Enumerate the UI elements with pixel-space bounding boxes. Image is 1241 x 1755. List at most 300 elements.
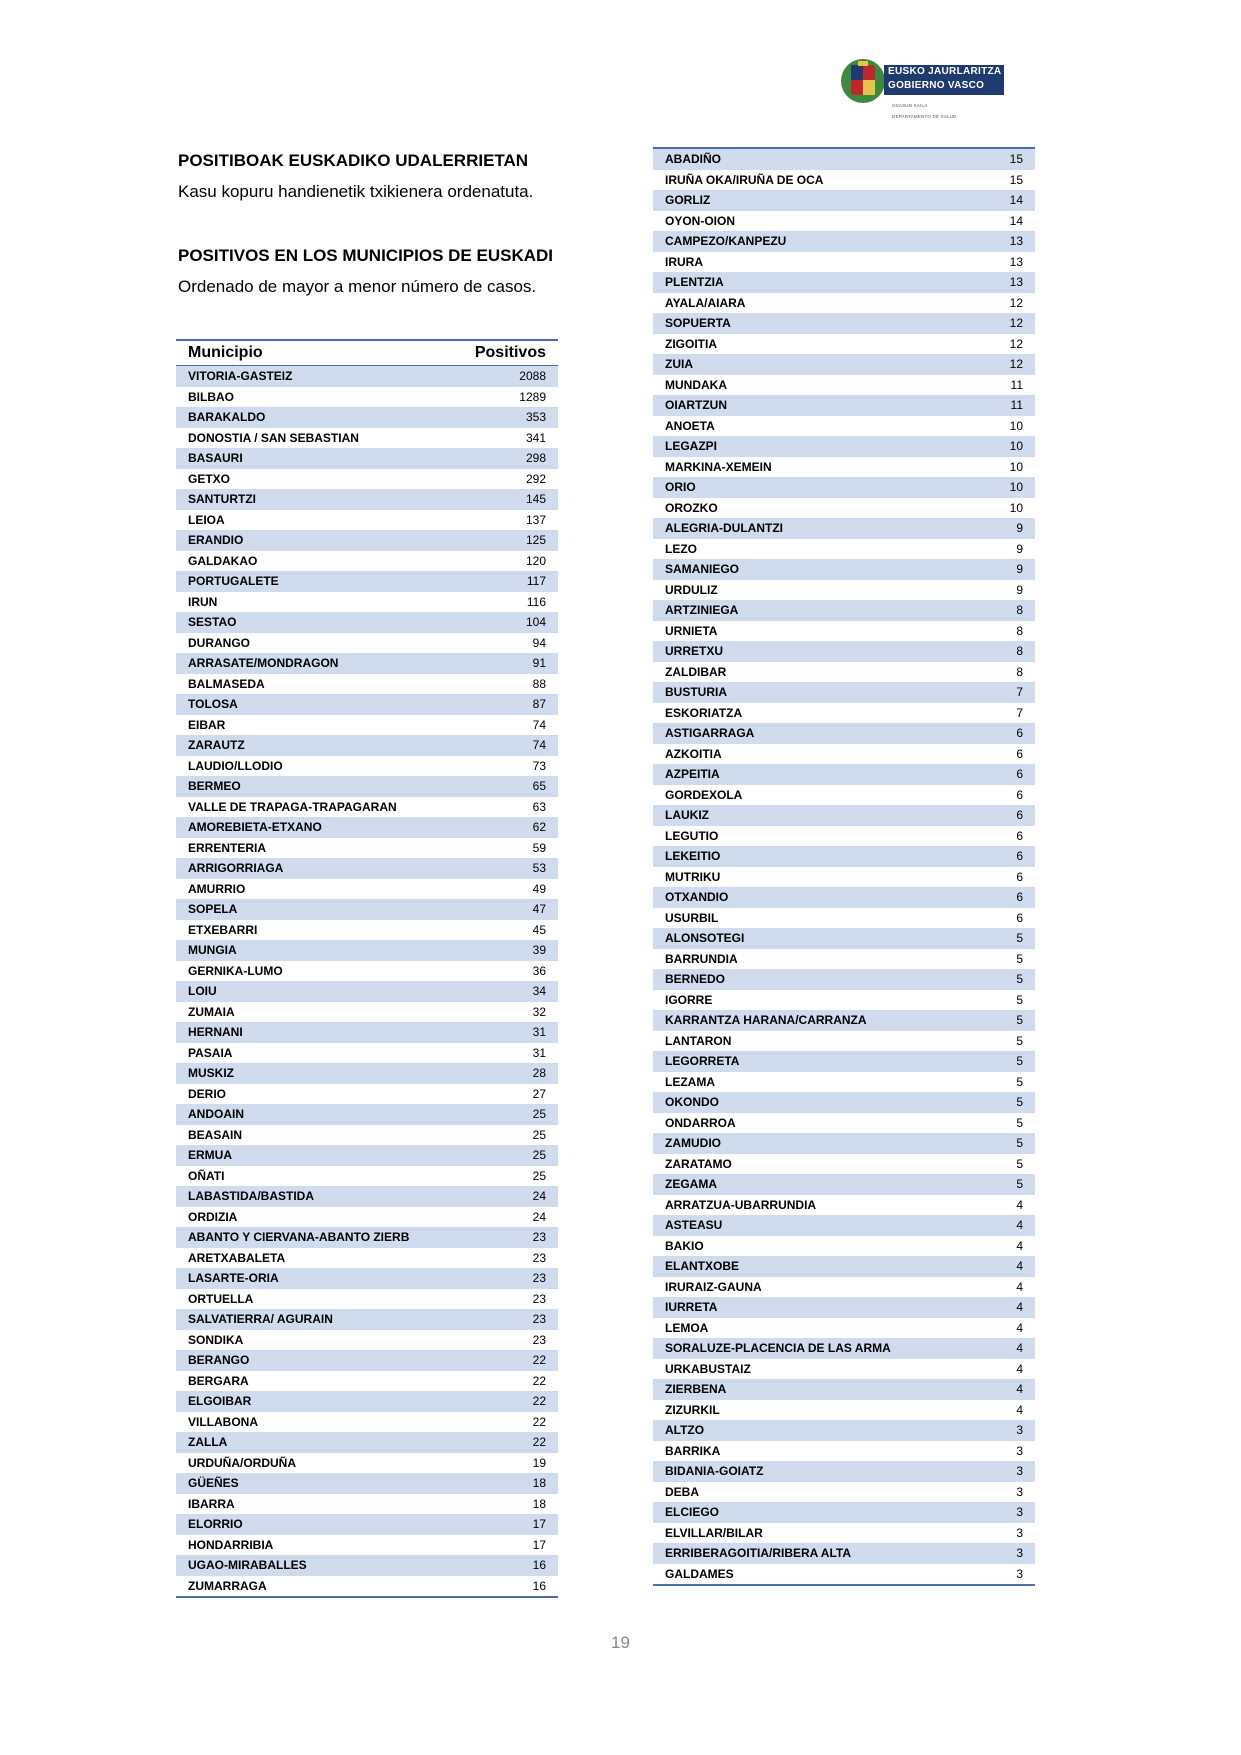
municipio-name: OYON-OION [665,213,736,228]
table-row [176,530,558,551]
positivos-count: 25 [532,1127,546,1142]
table-row [176,653,558,674]
table-row [176,961,558,982]
table-row [176,1063,558,1084]
table-row [176,899,558,920]
municipio-name: OKONDO [653,1092,975,1113]
positivos-count: 36 [532,963,546,978]
positivos-count: 11 [975,395,1035,416]
es-title: POSITIVOS EN LOS MUNICIPIOS DE EUSKADI [178,246,553,265]
municipio-name: SALVATIERRA/ AGURAIN [176,1309,458,1330]
table-row [653,682,1035,703]
positivos-count: 22 [458,1432,558,1453]
municipio-name: SOPUERTA [653,313,975,334]
gobierno-vasco-logo [838,56,1008,126]
positivos-count: 32 [532,1004,546,1019]
positivos-count: 23 [532,1332,546,1347]
positivos-count: 22 [532,1373,546,1388]
municipio-name: OIARTZUN [653,395,975,416]
positivos-count: 6 [975,764,1035,785]
municipio-name: LEIOA [188,512,225,527]
positivos-count: 3 [975,1502,1035,1523]
municipio-name: SORALUZE-PLACENCIA DE LAS ARMA [653,1338,975,1359]
table-row [176,858,558,879]
logo-line-1: EUSKO JAURLARITZA [888,66,1002,77]
table-row [653,436,1035,457]
municipio-name: ORIO [653,477,975,498]
municipio-name: ZIERBENA [653,1379,975,1400]
municipio-name: BILBAO [188,389,234,404]
table-row [176,1084,558,1105]
table-row [176,940,558,961]
municipio-name: LABASTIDA/BASTIDA [176,1186,458,1207]
municipio-name: GETXO [188,471,231,486]
logo-sub-2: DEPARTAMENTO DE SALUD [892,114,957,119]
positivos-count: 5 [1016,951,1023,966]
eu-title: POSITIBOAK EUSKADIKO UDALERRIETAN [178,151,529,170]
table-row [653,744,1035,765]
table-row [176,838,558,859]
municipio-name: VALLE DE TRAPAGA-TRAPAGARAN [188,799,397,814]
positivos-count: 65 [458,776,558,797]
municipio-name: BUSTURIA [653,682,975,703]
table-row [176,920,558,941]
positivos-count: 28 [458,1063,558,1084]
table-row [653,580,1035,601]
municipio-name: LEGUTIO [665,828,719,843]
municipio-name: SONDIKA [188,1332,244,1347]
municipio-name: ZUMARRAGA [188,1578,267,1593]
positivos-count: 49 [532,881,546,896]
positivos-count: 73 [532,758,546,773]
positivos-count: 22 [532,1414,546,1429]
municipio-name: IRURA [665,254,703,269]
municipio-name: ERANDIO [176,530,458,551]
positivos-count: 24 [458,1186,558,1207]
municipio-name: DONOSTIA / SAN SEBASTIAN [188,430,359,445]
positivos-count: 6 [1016,787,1023,802]
municipio-name: URDULIZ [665,582,718,597]
municipio-name: VILLABONA [188,1414,258,1429]
municipio-name: OROZKO [665,500,718,515]
table-row [653,662,1035,683]
municipio-name: BERNEDO [653,969,975,990]
table-row [176,1125,558,1146]
municipio-name: OÑATI [188,1168,225,1183]
table-row [653,231,1035,252]
municipio-name: LOIU [176,981,458,1002]
positivos-count: 4 [1016,1402,1023,1417]
positivos-count: 13 [1009,254,1023,269]
municipio-name: GORDEXOLA [665,787,743,802]
municipio-name: TOLOSA [176,694,458,715]
positivos-count: 27 [532,1086,546,1101]
table-row [176,1022,558,1043]
municipio-name: AMURRIO [188,881,246,896]
positivos-count: 91 [458,653,558,674]
positivos-count: 19 [532,1455,546,1470]
municipio-name: ABADIÑO [653,148,975,170]
table-row [176,407,558,428]
municipio-name: LASARTE-ORIA [176,1268,458,1289]
positivos-count: 9 [1016,541,1023,556]
positivos-count: 5 [975,1010,1035,1031]
table-row [653,887,1035,908]
positivos-count: 13 [975,231,1035,252]
table-row [176,1494,558,1515]
municipio-name: DERIO [188,1086,227,1101]
table-row [176,1453,558,1474]
positivos-count: 16 [532,1578,546,1593]
positivos-count: 3 [975,1420,1035,1441]
municipio-name: IRURAIZ-GAUNA [665,1279,762,1294]
municipio-name: BERANGO [176,1350,458,1371]
positivos-count: 39 [458,940,558,961]
municipio-name: ERRENTERIA [188,840,267,855]
table-row [176,797,558,818]
municipio-name: SANTURTZI [176,489,458,510]
municipio-name: BERGARA [188,1373,249,1388]
positivos-count: 3 [1016,1484,1023,1499]
table-row [176,715,558,736]
table-row [176,1145,558,1166]
table-row [176,981,558,1002]
municipio-name: GORLIZ [653,190,975,211]
table-row [653,867,1035,888]
municipio-name: BERMEO [176,776,458,797]
positivos-count: 9 [975,518,1035,539]
positivos-count: 74 [532,717,546,732]
municipio-name: URRETXU [653,641,975,662]
municipio-name: ZAMUDIO [653,1133,975,1154]
table-row [176,1391,558,1412]
table-row [653,1338,1035,1359]
positivos-count: 6 [1016,828,1023,843]
positivos-count: 45 [532,922,546,937]
municipalities-table-right [653,147,1035,1586]
municipio-name: ANOETA [665,418,715,433]
positivos-count: 23 [532,1291,546,1306]
positivos-count: 353 [458,407,558,428]
positivos-count: 53 [458,858,558,879]
table-row [653,949,1035,970]
municipio-name: LAUKIZ [653,805,975,826]
municipio-name: ASTEASU [653,1215,975,1236]
table-row [653,252,1035,273]
municipio-name: BAKIO [665,1238,704,1253]
table-row [653,559,1035,580]
table-row [176,1309,558,1330]
municipio-name: GALDAKAO [188,553,258,568]
table-row [176,1043,558,1064]
municipio-name: ABANTO Y CIERVANA-ABANTO ZIERB [176,1227,458,1248]
municipio-name: ERRIBERAGOITIA/RIBERA ALTA [653,1543,975,1564]
municipio-name: BEASAIN [188,1127,243,1142]
table-row [653,1318,1035,1339]
positivos-count: 5 [975,1133,1035,1154]
positivos-count: 24 [532,1209,546,1224]
table-row [176,776,558,797]
municipio-name: ALTZO [653,1420,975,1441]
municipio-name: BALMASEDA [188,676,265,691]
municipio-name: GÜEÑES [176,1473,458,1494]
positivos-count: 10 [975,436,1035,457]
positivos-count: 125 [458,530,558,551]
municipio-name: AYALA/AIARA [665,295,746,310]
positivos-count: 17 [532,1537,546,1552]
positivos-count: 12 [1009,295,1023,310]
municipio-name: ALONSOTEGI [653,928,975,949]
positivos-count: 3 [975,1543,1035,1564]
table-row [653,1461,1035,1482]
table-row [176,551,558,572]
positivos-count: 4 [1016,1279,1023,1294]
table-row [176,387,558,408]
table-row [176,1535,558,1556]
table-row [176,674,558,695]
table-row [176,756,558,777]
table-row [653,416,1035,437]
positivos-count: 5 [1016,1156,1023,1171]
table-row [653,1441,1035,1462]
positivos-count: 12 [975,354,1035,375]
municipio-name: URNIETA [665,623,718,638]
table-row [653,1359,1035,1380]
table-row [653,908,1035,929]
table-row [176,1207,558,1228]
table-row [176,817,558,838]
table-body-right [653,148,1035,1585]
positivos-count: 4 [1016,1320,1023,1335]
municipio-name: BARRUNDIA [665,951,738,966]
positivos-count: 6 [975,805,1035,826]
positivos-count: 5 [975,1174,1035,1195]
positivos-count: 14 [1009,213,1023,228]
positivos-count: 3 [1016,1443,1023,1458]
municipio-name: BASAURI [176,448,458,469]
municipio-name: ZIGOITIA [665,336,717,351]
table-row [653,1113,1035,1134]
positivos-count: 5 [1016,1074,1023,1089]
positivos-count: 59 [532,840,546,855]
positivos-count: 8 [1016,623,1023,638]
positivos-count: 292 [525,471,546,486]
table-row [653,375,1035,396]
positivos-count: 3 [1016,1566,1023,1581]
table-row [176,1576,558,1598]
municipio-name: ELCIEGO [653,1502,975,1523]
positivos-count: 25 [458,1145,558,1166]
positivos-count: 1289 [519,389,546,404]
municipio-name: EIBAR [188,717,226,732]
positivos-count: 137 [525,512,546,527]
municipio-name: PLENTZIA [653,272,975,293]
table-row [176,612,558,633]
municipio-name: LAUDIO/LLODIO [188,758,283,773]
positivos-count: 298 [458,448,558,469]
table-row [653,1256,1035,1277]
table-row [176,1166,558,1187]
municipio-name: ARRASATE/MONDRAGON [176,653,458,674]
municipio-name: ELORRIO [176,1514,458,1535]
positivos-count: 116 [526,594,546,609]
table-row [176,1412,558,1433]
table-row [653,1543,1035,1564]
positivos-count: 4 [1016,1361,1023,1376]
positivos-count: 88 [532,676,546,691]
positivos-count: 12 [1009,336,1023,351]
municipio-name: ALEGRIA-DULANTZI [653,518,975,539]
municipio-name: ARTZINIEGA [653,600,975,621]
municipio-name: ERMUA [176,1145,458,1166]
table-row [653,313,1035,334]
municipio-name: ZUIA [653,354,975,375]
positivos-count: 6 [975,846,1035,867]
table-row [653,621,1035,642]
municipio-name: SESTAO [176,612,458,633]
positivos-count: 94 [532,635,546,650]
municipio-name: IURRETA [653,1297,975,1318]
table-row [176,879,558,900]
municipio-name: ZALLA [176,1432,458,1453]
municipio-name: ZIZURKIL [665,1402,720,1417]
municipio-name: LEZAMA [665,1074,715,1089]
table-row [653,539,1035,560]
positivos-count: 34 [458,981,558,1002]
positivos-count: 9 [1016,582,1023,597]
logo-line-2: GOBIERNO VASCO [888,80,985,91]
municipio-name: DEBA [665,1484,700,1499]
table-row [653,1420,1035,1441]
table-row [653,826,1035,847]
municipio-name: SOPELA [176,899,458,920]
table-row [653,477,1035,498]
municipio-name: ASTIGARRAGA [653,723,975,744]
positivos-count: 74 [458,735,558,756]
table-row [176,489,558,510]
eu-subtitle: Kasu kopuru handienetik txikienera ordenatuta. [178,182,534,201]
table-row [176,694,558,715]
table-row [653,1031,1035,1052]
municipio-name: ESKORIATZA [665,705,743,720]
municipio-name: MARKINA-XEMEIN [665,459,772,474]
table-row [653,1502,1035,1523]
table-row [176,571,558,592]
table-row [653,723,1035,744]
positivos-count: 6 [1016,746,1023,761]
municipio-name: ETXEBARRI [188,922,258,937]
positivos-count: 10 [975,477,1035,498]
municipio-name: MUNGIA [176,940,458,961]
positivos-count: 5 [1016,992,1023,1007]
table-row [176,448,558,469]
positivos-count: 18 [532,1496,546,1511]
table-row [653,272,1035,293]
table-row [653,211,1035,232]
table-row [653,1379,1035,1400]
municipio-name: URDUÑA/ORDUÑA [188,1455,296,1470]
municipio-name: AZPEITIA [653,764,975,785]
table-row [653,1010,1035,1031]
positivos-count: 31 [532,1045,546,1060]
table-row [176,1330,558,1351]
positivos-count: 15 [1009,172,1023,187]
positivos-count: 4 [1016,1238,1023,1253]
table-row [176,1268,558,1289]
table-row [176,1227,558,1248]
positivos-count: 5 [975,928,1035,949]
municipio-name: GALDAMES [665,1566,734,1581]
positivos-count: 117 [458,571,558,592]
table-row [653,703,1035,724]
table-row [653,518,1035,539]
municipio-name: LEGAZPI [653,436,975,457]
positivos-count: 87 [458,694,558,715]
municipio-name: DURANGO [188,635,250,650]
municipio-name: VITORIA-GASTEIZ [176,366,458,387]
municipio-name: BARRIKA [665,1443,721,1458]
positivos-count: 23 [458,1309,558,1330]
positivos-count: 341 [525,430,546,445]
positivos-count: 10 [1009,500,1023,515]
municipio-name: USURBIL [665,910,719,925]
positivos-count: 16 [458,1555,558,1576]
municipio-name: OTXANDIO [653,887,975,908]
municipio-name: LANTARON [665,1033,732,1048]
positivos-count: 2088 [458,366,558,387]
table-body-left [176,366,558,1598]
municipio-name: BIDANIA-GOIATZ [653,1461,975,1482]
municipio-name: ONDARROA [665,1115,736,1130]
municipalities-table-left [176,339,558,1598]
table-row [176,1186,558,1207]
municipio-name: ZEGAMA [653,1174,975,1195]
table-row [653,395,1035,416]
table-row [176,1002,558,1023]
table-row [653,1236,1035,1257]
positivos-count: 6 [1016,910,1023,925]
table-row [653,1297,1035,1318]
positivos-count: 5 [975,1092,1035,1113]
positivos-count: 25 [532,1168,546,1183]
table-row [653,354,1035,375]
positivos-count: 23 [532,1250,546,1265]
table-row [176,1473,558,1494]
municipio-name: ZALDIBAR [665,664,727,679]
positivos-count: 7 [975,682,1035,703]
table-row [176,633,558,654]
positivos-count: 4 [975,1215,1035,1236]
municipio-name: HERNANI [176,1022,458,1043]
municipio-name: LEKEITIO [653,846,975,867]
table-row [653,928,1035,949]
positivos-count: 3 [1016,1525,1023,1540]
table-row [653,969,1035,990]
positivos-count: 4 [1016,1197,1023,1212]
table-row [176,1350,558,1371]
municipio-name: ELANTXOBE [653,1256,975,1277]
table-row [653,641,1035,662]
table-row [653,170,1035,191]
municipio-name: ARETXABALETA [188,1250,286,1265]
positivos-count: 15 [975,148,1035,170]
table-row [653,1174,1035,1195]
municipio-name: ELGOIBAR [176,1391,458,1412]
table-row [653,1215,1035,1236]
table-row [653,1072,1035,1093]
table-row [176,366,558,387]
table-row [653,334,1035,355]
